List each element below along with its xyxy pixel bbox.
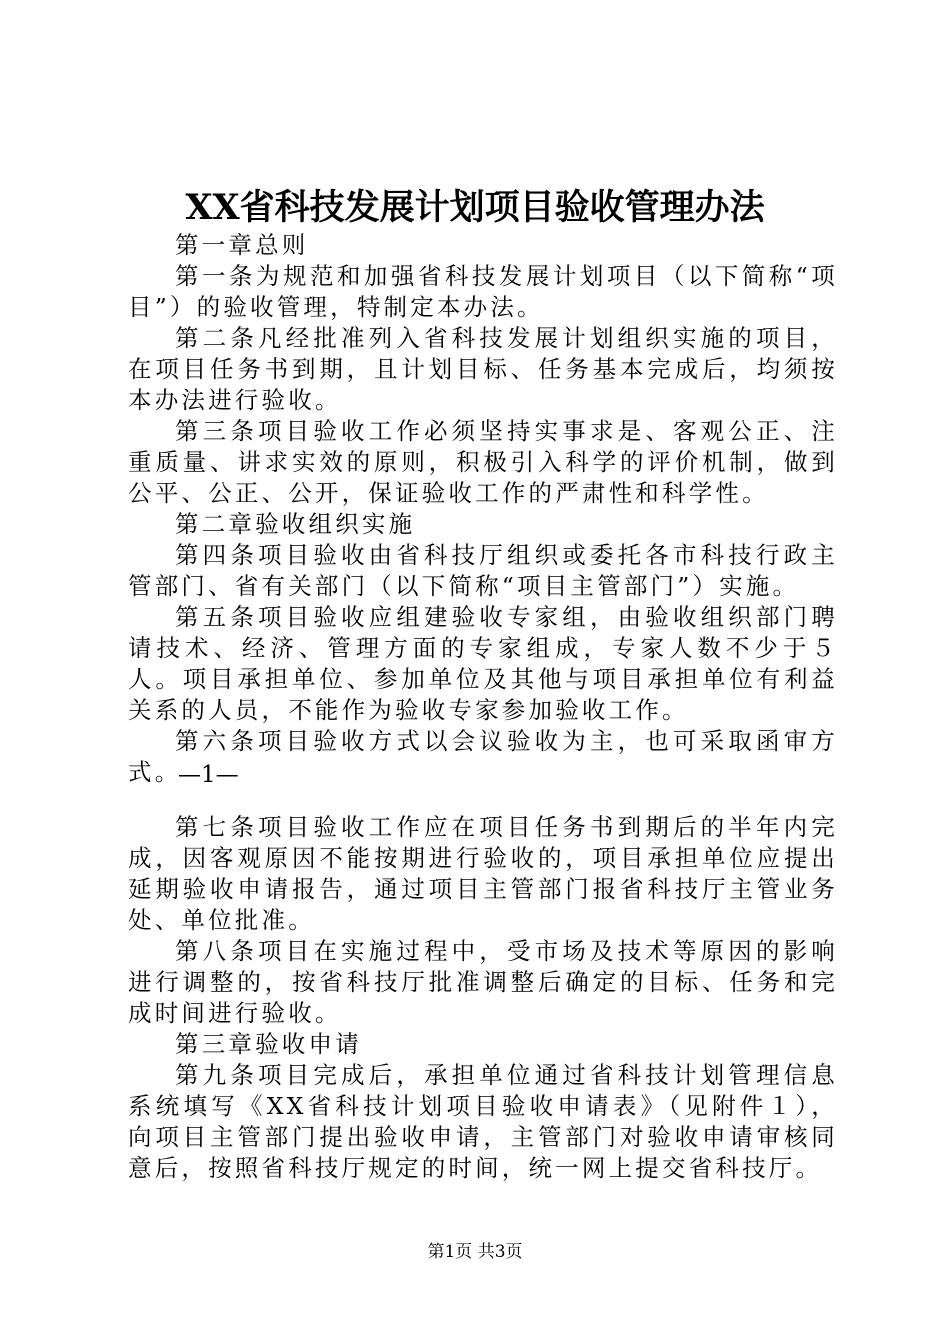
article-6: 第六条项目验收方式以会议验收为主，也可采取函审方式。	[128, 727, 838, 786]
article-4: 第四条项目验收由省科技厅组织或委托各市科技行政主管部门、省有关部门（以下简称“项目主管部门”）实施。	[128, 541, 838, 600]
document-title: XX省科技发展计划项目验收管理办法	[185, 187, 765, 228]
article-9: 第九条项目完成后，承担单位通过省科技计划管理信息系统填写《XX省科技计划项目验收申请表》（见附件１），向项目主管部门提出验收申请，主管部门对验收申请审核同意后，按照省科技厅规定的时间，统一网上提交省科技厅。	[128, 1061, 838, 1182]
article-2: 第二条凡经批准列入省科技发展计划组织实施的项目，在项目任务书到期，且计划目标、任务基本完成后，均须按本办法进行验收。	[128, 324, 838, 414]
chapter-heading-2: 第二章验收组织实施	[175, 510, 416, 538]
article-8: 第八条项目在实施过程中，受市场及技术等原因的影响进行调整的，按省科技厅批准调整后确定的目标、任务和完成时间进行验收。	[128, 937, 838, 1027]
chapter-heading-1: 第一章总则	[175, 231, 309, 259]
document-body-part1	[128, 230, 838, 788]
article-7: 第七条项目验收工作应在项目任务书到期后的半年内完成，因客观原因不能按期进行验收的，项目承担单位应提出延期验收申请报告，通过项目主管部门报省科技厅主管业务处、单位批准。	[128, 813, 838, 934]
chapter-heading-3: 第三章验收申请	[175, 1030, 362, 1058]
page-footer: 第1页 共3页	[427, 1242, 523, 1262]
document-body-part2	[128, 812, 838, 1184]
page-number-marker: —1—	[178, 762, 239, 788]
article-3: 第三条项目验收工作必须坚持实事求是、客观公正、注重质量、讲求实效的原则，积极引入科学的评价机制，做到公平、公正、公开，保证验收工作的严肃性和科学性。	[128, 417, 838, 507]
article-1: 第一条为规范和加强省科技发展计划项目（以下简称“项目”）的验收管理，特制定本办法。	[128, 262, 838, 321]
article-5: 第五条项目验收应组建验收专家组，由验收组织部门聘请技术、经济、管理方面的专家组成，专家人数不少于５人。项目承担单位、参加单位及其他与项目承担单位有利益关系的人员，不能作为验收专家参加验收工作。	[128, 603, 838, 724]
